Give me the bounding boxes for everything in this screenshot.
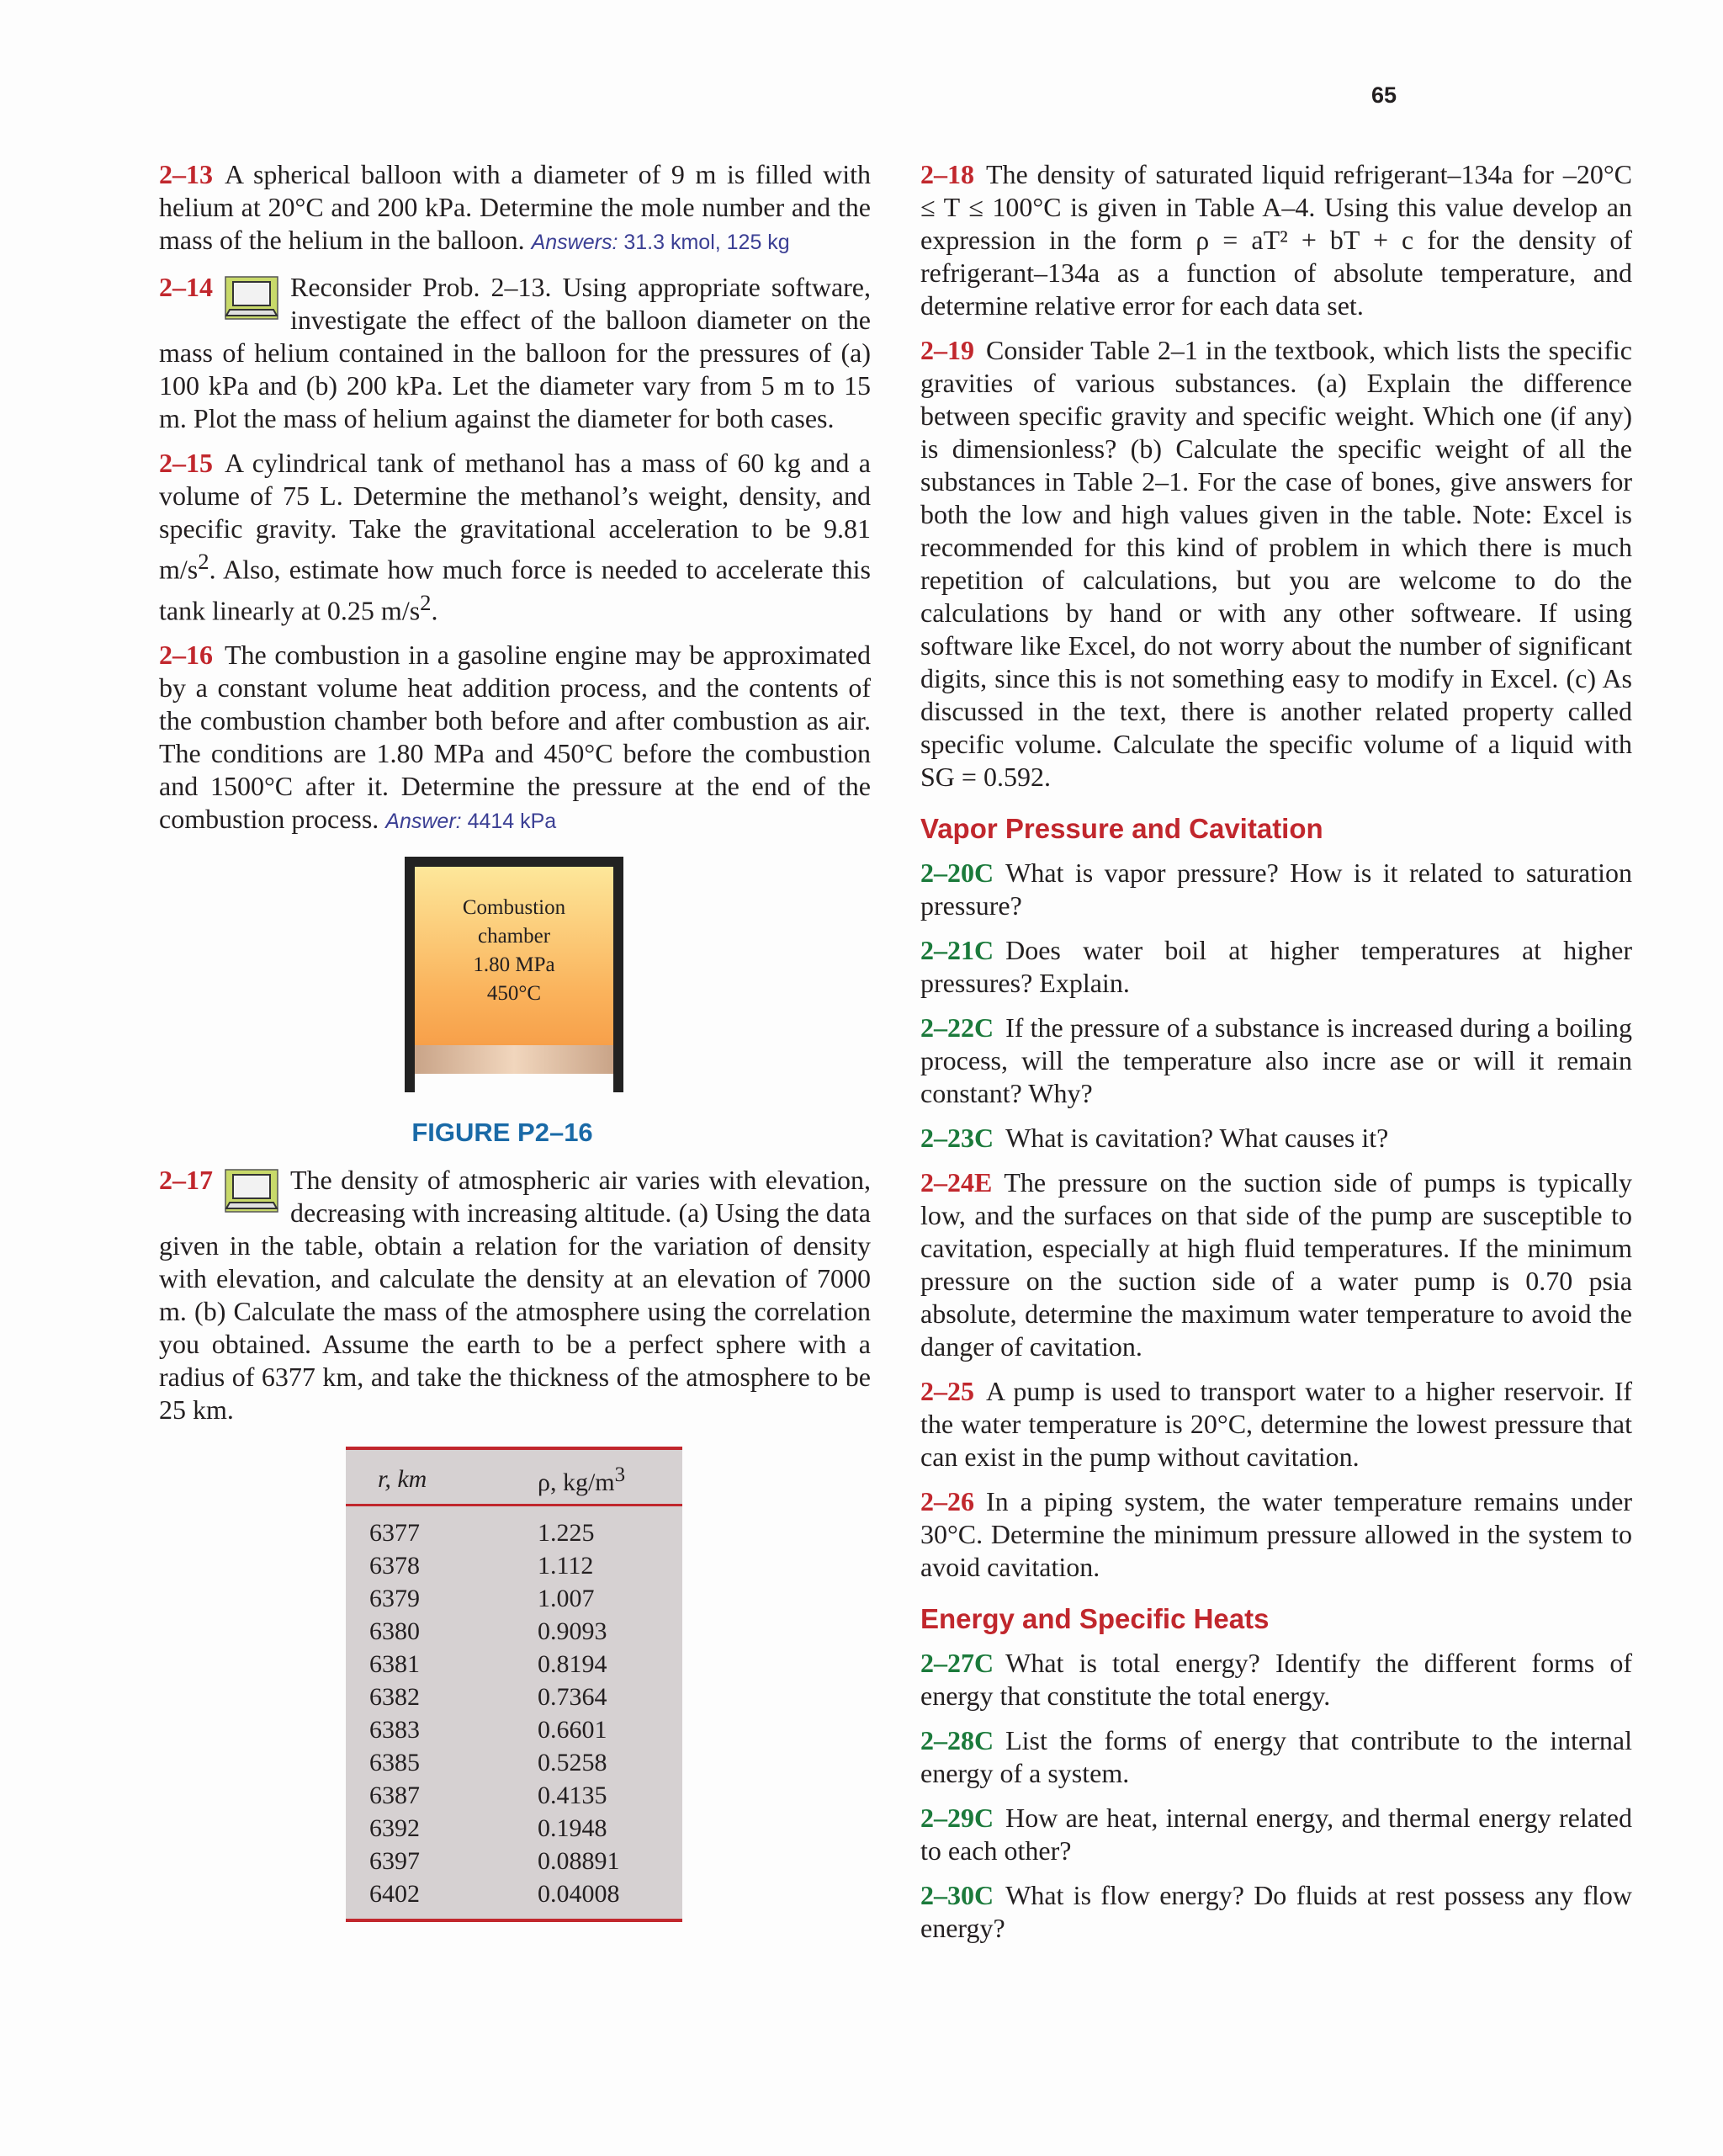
- table-cell-r: 6380: [369, 1617, 420, 1646]
- right-column: [920, 158, 1632, 1957]
- problem-text: The pressure on the suction side of pumps is typically low, and the surfaces on that side of the pump are susceptible to cavitation, especially at high fluid temperatures. If the minimum pressure on the suction side of a water pump is 0.70 psia absolute, determine the maximum water temperature to avoid the danger of cavitation.: [920, 1167, 1632, 1362]
- problem-number: 2–30C: [920, 1880, 994, 1910]
- problem-text: The density of saturated liquid refrigerant–134a for –20°C ≤ T ≤ 100°C is given in Table A–4. Using this value develop an expression in the form ρ = aT² + bT + c for the density of refrigerant–134a as a function of absolute temperature, and determine relative error for each data set.: [920, 159, 1632, 321]
- problem-number: 2–25: [920, 1376, 974, 1406]
- table-header-rho: ρ, $kg/m^3$: [538, 1448, 682, 1505]
- table-cell-r: 6377: [369, 1519, 420, 1548]
- problem-2-30c: [920, 1879, 1632, 1945]
- table-row: [346, 1505, 682, 1550]
- figure-label-line: 450°C: [486, 982, 542, 1006]
- computer-icon: [225, 1169, 278, 1213]
- problem-number: 2–16: [159, 640, 213, 671]
- problem-2-17: [159, 1164, 871, 1426]
- answer-value: 31.3 kmol, 125 kg: [623, 231, 790, 254]
- chamber-wall-left: [405, 857, 415, 1092]
- problem-number: 2–20C: [920, 858, 994, 888]
- table-cell-r: 6379: [369, 1585, 420, 1613]
- table-row: [346, 1877, 682, 1920]
- problem-text: The density of atmospheric air varies with elevation, decreasing with increasing altitude. (a) Using the data given in the table, obtain a relation for the variation of density with elevation, and calculate the density at an elevation of 7000 m. (b) Calculate the mass of the atmosphere using the correlation you obtained. Assume the earth to be a perfect sphere with a radius of 6377 km, and take the thickness of the atmosphere to be 25 km.: [159, 1165, 871, 1426]
- problem-text: A cylindrical tank of methanol has a mass of 60 kg and a volume of 75 L. Determine the methanol’s weight, density, and specific gravity. Take the gravitational acceleration to be 9.81 m/s: [159, 448, 871, 585]
- problem-text: In a piping system, the water temperature remains under 30°C. Determine the minimum pressure allowed in the system to avoid cavitation.: [920, 1486, 1632, 1582]
- table-cell-rho: 0.4135: [538, 1782, 607, 1810]
- problem-2-20c: [920, 857, 1632, 922]
- table-cell-rho: 0.5258: [538, 1749, 607, 1777]
- table-cell-rho: 1.225: [538, 1519, 595, 1548]
- problem-text: What is total energy? Identify the different forms of energy that constitute the total energy.: [920, 1648, 1632, 1711]
- problem-text: If the pressure of a substance is increased during a boiling process, will the temperature also incre ase or will it remain constant? Why?: [920, 1012, 1632, 1108]
- problem-2-16: [159, 639, 871, 838]
- table-row: [346, 1779, 682, 1812]
- problem-2-14: [159, 271, 871, 435]
- problem-2-28c: [920, 1724, 1632, 1790]
- table-cell-rho: 0.7364: [538, 1683, 607, 1712]
- problem-number: 2–18: [920, 159, 974, 189]
- table-row: [346, 1681, 682, 1713]
- table-row: [346, 1746, 682, 1779]
- problem-text: What is cavitation? What causes it?: [1005, 1123, 1389, 1153]
- problem-text: List the forms of energy that contribute to the internal energy of a system.: [920, 1725, 1632, 1788]
- table-cell-r: 6382: [369, 1683, 420, 1712]
- left-column: [159, 158, 871, 1922]
- superscript: 2: [420, 589, 432, 615]
- table-cell-rho: 0.04008: [538, 1877, 682, 1920]
- problem-number: 2–21C: [920, 935, 994, 965]
- problem-text: Consider Table 2–1 in the textbook, which lists the specific gravities of various substances. (a) Explain the difference between specific gravity and specific weight. Which one (if any) is dimensionless? (b) Calculate the specific weight of all the substances in Table 2–1. For the case of bones, give answers for both the low and high values given in the table. Note: Excel is recommended for this kind of problem in which there is much repetition of calculations, but you are welcome to do the calculations by hand or with any other softweare. If using software like Excel, do not worry about the number of significant digits, since this is not something easy to modify in Excel. (c) As discussed in the text, there is another related property called specific volume. Calculate the specific volume of a liquid with SG = 0.592.: [920, 335, 1632, 792]
- figure-label-line: chamber: [477, 925, 551, 948]
- problem-2-18: [920, 158, 1632, 322]
- problem-text: The combustion in a gasoline engine may be approximated by a constant volume heat addition process, and the contents of the combustion chamber both before and after combustion as air. The conditions are 1.80 MPa and 450°C before the combustion and 1500°C after it. Determine the pressure at the end of the combustion process.: [159, 640, 871, 835]
- chamber-gas: [415, 867, 613, 1045]
- table-row: [346, 1582, 682, 1615]
- problem-number: 2–29C: [920, 1803, 994, 1833]
- table-row: [346, 1549, 682, 1582]
- problem-number: 2–13: [159, 159, 213, 189]
- table-header-row: [346, 1448, 682, 1505]
- table-cell-r: 6402: [346, 1877, 538, 1920]
- table-cell-rho: 0.9093: [538, 1617, 607, 1646]
- problem-2-24e: [920, 1166, 1632, 1363]
- problem-number: 2–27C: [920, 1648, 994, 1678]
- table-cell-r: 6392: [369, 1814, 420, 1843]
- answer-value: 4414 kPa: [467, 810, 557, 834]
- table-row: [346, 1713, 682, 1746]
- table-row: [346, 1648, 682, 1681]
- problem-text: How are heat, internal energy, and thermal energy related to each other?: [920, 1803, 1632, 1866]
- problem-2-13: [159, 158, 871, 259]
- problem-text: Reconsider Prob. 2–13. Using appropriate software, investigate the effect of the balloon diameter on the mass of helium contained in the balloon for the pressures of (a) 100 kPa and (b) 200 kPa. Let the diameter vary from 5 m to 15 m. Plot the mass of helium against the diameter for both cases.: [159, 272, 871, 433]
- piston: [415, 1045, 613, 1074]
- problem-text: A pump is used to transport water to a higher reservoir. If the water temperature is 20°C, determine the lowest pressure that can exist in the pump without cavitation.: [920, 1376, 1632, 1472]
- section-heading-vapor-pressure: Vapor Pressure and Cavitation: [920, 813, 1323, 844]
- problem-number: 2–24E: [920, 1167, 993, 1197]
- table-cell-rho: 0.6601: [538, 1716, 607, 1744]
- table-cell-rho: 0.08891: [538, 1847, 620, 1876]
- table-cell-r: 6397: [369, 1847, 420, 1876]
- table-cell-rho: 0.8194: [538, 1650, 607, 1679]
- problem-2-27c: [920, 1647, 1632, 1713]
- problem-text: What is vapor pressure? How is it related to saturation pressure?: [920, 858, 1632, 921]
- problem-text: A spherical balloon with a diameter of 9 m is filled with helium at 20°C and 200 kPa. Determine the mole number and the mass of the helium in the balloon.: [159, 159, 871, 255]
- problem-number: 2–22C: [920, 1012, 994, 1043]
- table-cell-r: 6387: [369, 1782, 420, 1810]
- problem-number: 2–17: [159, 1165, 213, 1196]
- combustion-chamber-figure: [405, 857, 623, 1092]
- superscript: 2: [198, 549, 209, 574]
- problem-text: . Also, estimate how much force is needed to accelerate this tank linearly at 0.25 m/s: [159, 554, 871, 626]
- figure-label-line: Combustion: [462, 896, 566, 920]
- table-row: [346, 1615, 682, 1648]
- table-cell-rho: 0.1948: [538, 1814, 607, 1843]
- problem-number: 2–19: [920, 335, 974, 365]
- table-row: [346, 1812, 682, 1845]
- chamber-wall-top: [405, 857, 623, 867]
- table-cell-rho: 1.007: [538, 1585, 595, 1613]
- table-header-r: r, km: [346, 1448, 538, 1505]
- page-number: 65: [1371, 82, 1397, 108]
- problem-text: Does water boil at higher temperatures at higher pressures? Explain.: [920, 935, 1632, 998]
- problem-2-19: [920, 334, 1632, 794]
- chamber-wall-right: [613, 857, 623, 1092]
- figure-caption: FIGURE P2–16: [411, 1118, 593, 1148]
- table-cell-r: 6381: [369, 1650, 420, 1679]
- table-cell-rho: 1.112: [538, 1552, 594, 1580]
- problem-2-21c: [920, 934, 1632, 1000]
- problem-text: .: [431, 595, 438, 626]
- problem-2-26: [920, 1485, 1632, 1584]
- problem-2-22c: [920, 1012, 1632, 1110]
- answer: [385, 810, 556, 833]
- problem-2-29c: [920, 1802, 1632, 1867]
- computer-icon: [225, 276, 278, 320]
- figure-label-line: 1.80 MPa: [473, 953, 555, 977]
- table-row: [346, 1845, 682, 1877]
- density-table: [346, 1447, 682, 1922]
- table-cell-r: 6378: [369, 1552, 420, 1580]
- answer: [532, 231, 790, 254]
- problem-number: 2–26: [920, 1486, 974, 1516]
- problem-number: 2–28C: [920, 1725, 994, 1755]
- problem-2-25: [920, 1375, 1632, 1474]
- table-cell-r: 6385: [369, 1749, 420, 1777]
- problem-text: What is flow energy? Do fluids at rest possess any flow energy?: [920, 1880, 1632, 1943]
- table-cell-r: 6383: [369, 1716, 420, 1744]
- section-heading-energy: Energy and Specific Heats: [920, 1603, 1270, 1634]
- problem-number: 2–14: [159, 272, 213, 302]
- answer-label: Answers:: [531, 231, 618, 254]
- problem-number: 2–23C: [920, 1123, 994, 1153]
- problem-number: 2–15: [159, 448, 213, 478]
- problem-2-15: [159, 447, 871, 627]
- problem-2-23c: [920, 1122, 1632, 1155]
- answer-label: Answer:: [385, 810, 462, 834]
